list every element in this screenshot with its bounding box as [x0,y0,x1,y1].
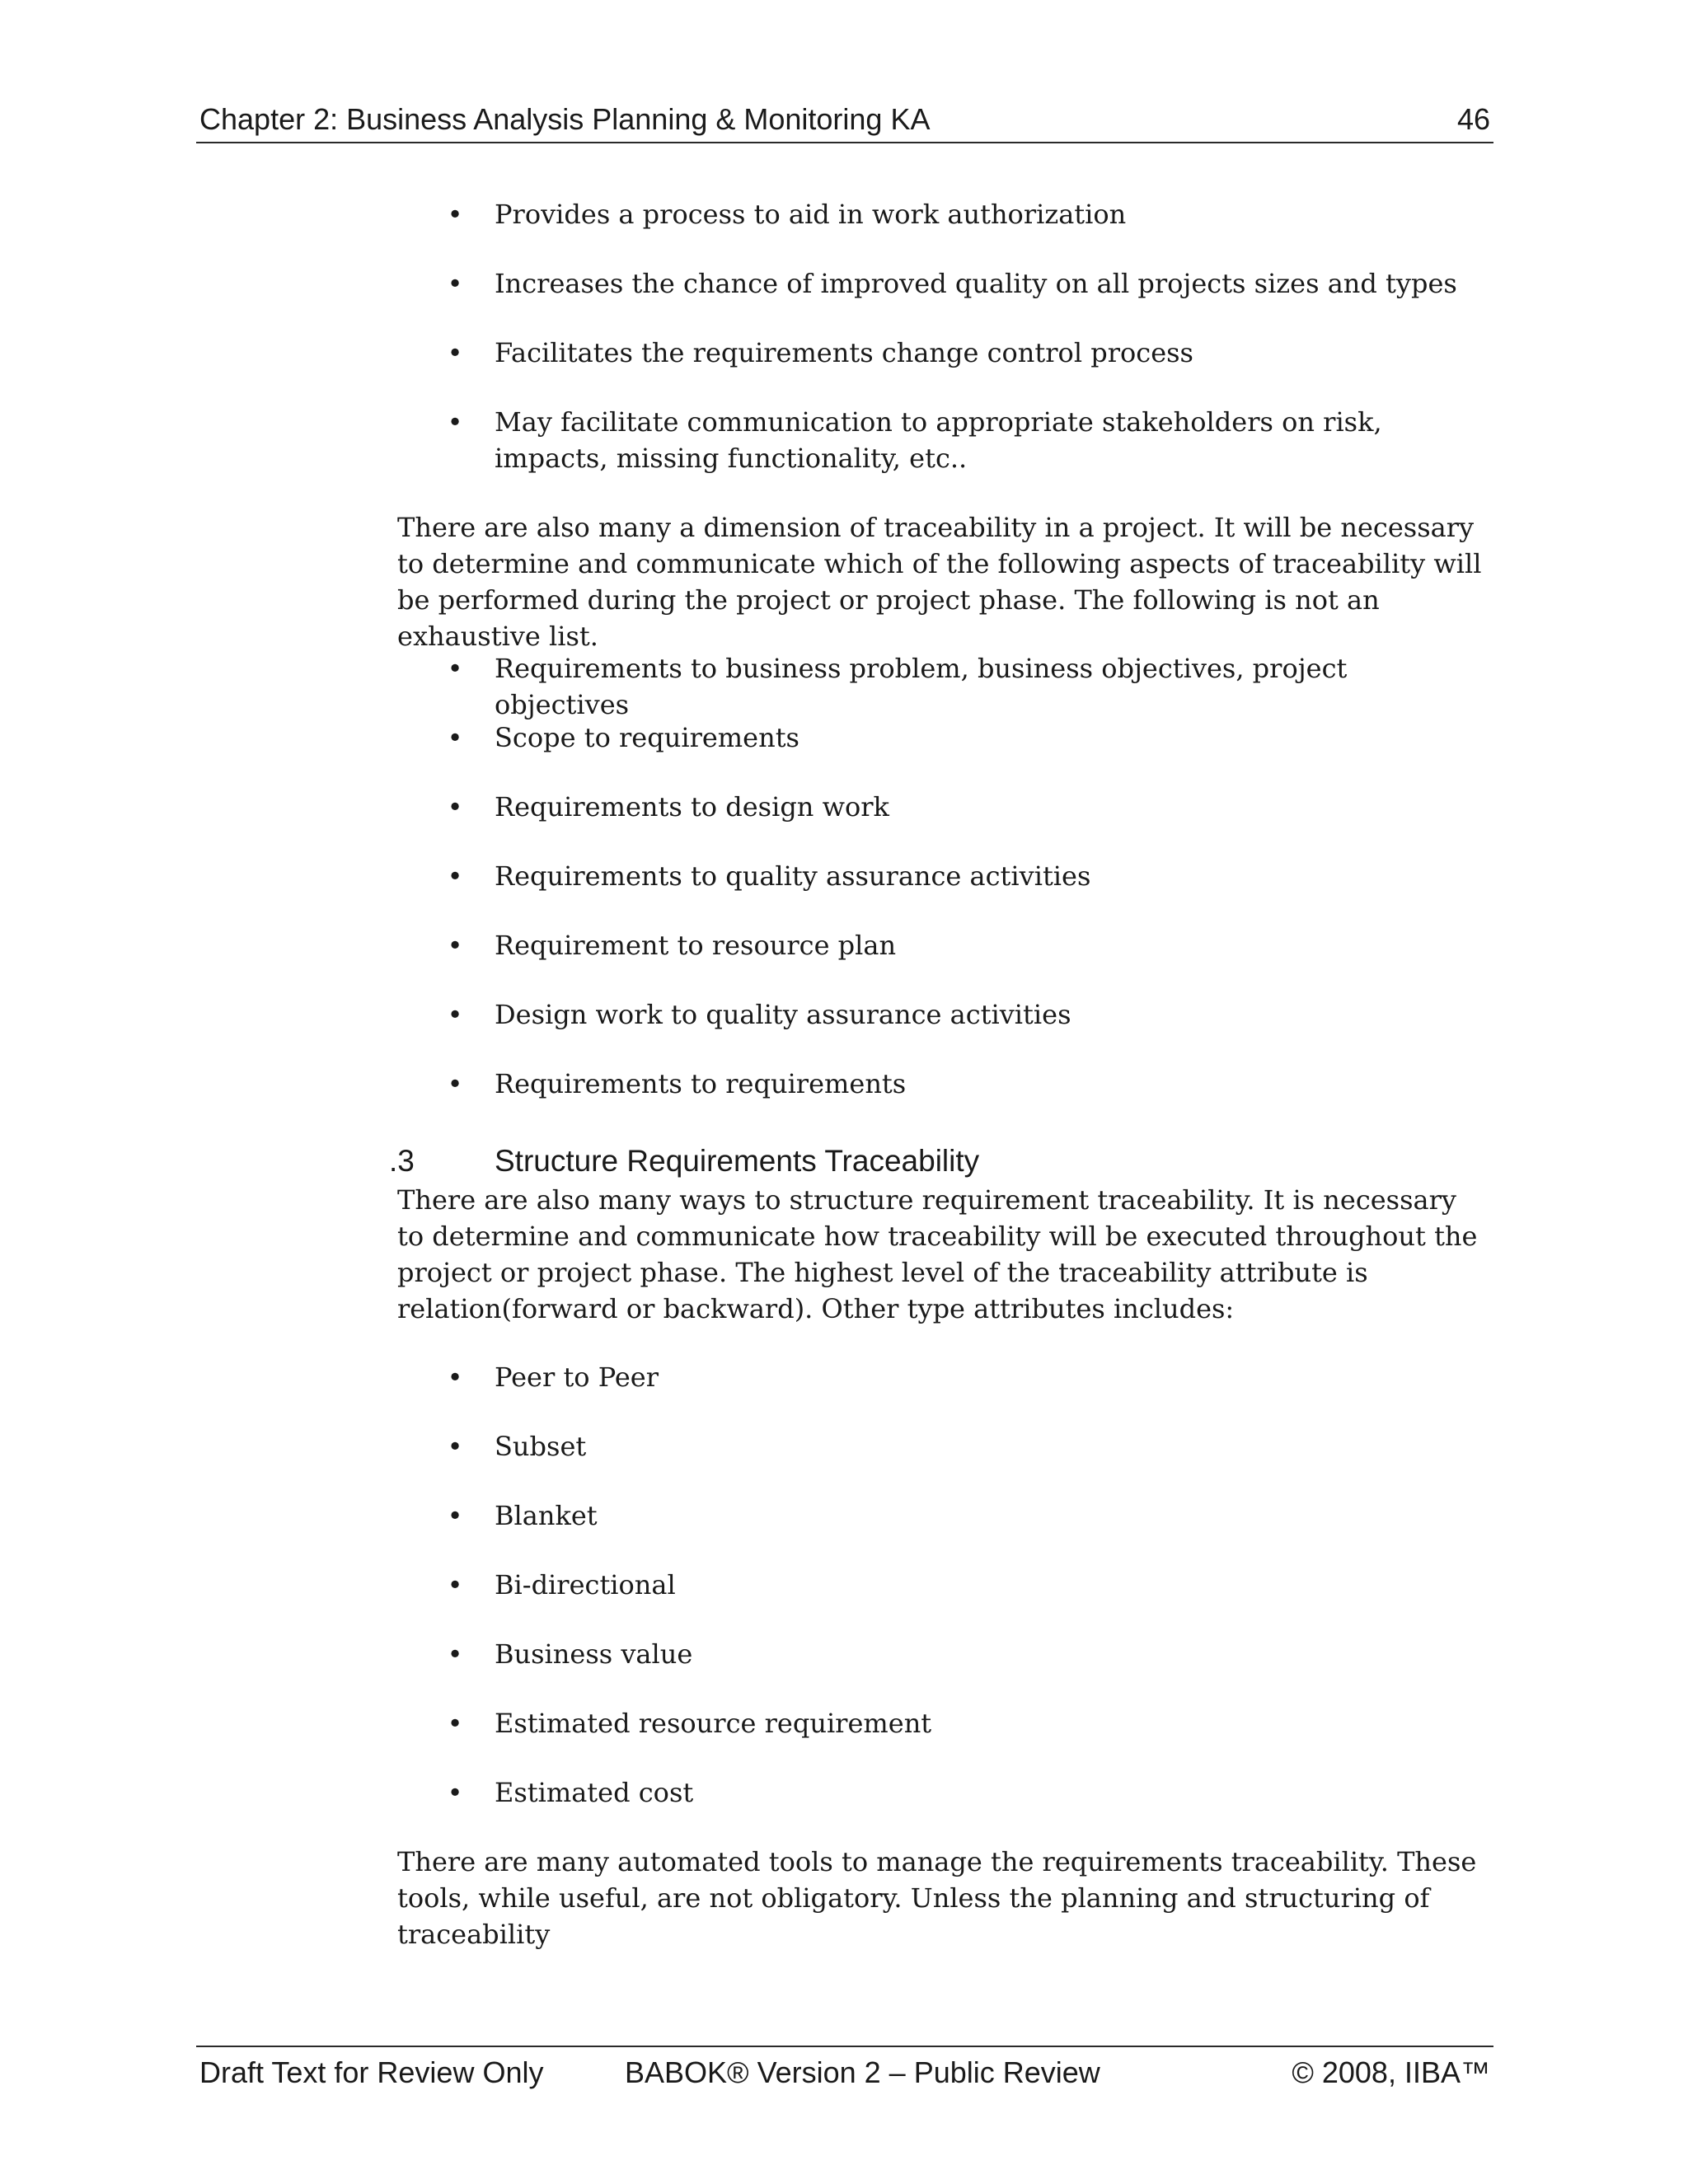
bullet-icon: • [447,1708,463,1739]
bullet-icon: • [447,1500,463,1531]
list-item [447,927,1467,963]
list-item [447,1636,1467,1672]
footer-version: BABOK® Version 2 – Public Review [625,2055,1100,2089]
list-item [447,1774,1467,1811]
bullet-icon: • [447,1777,463,1808]
bullet-icon: • [447,860,463,892]
bullet-icon: • [447,1361,463,1393]
list-item [447,1359,1467,1395]
footer-copyright: © 2008, IIBA™ [1292,2055,1490,2089]
list-item [447,1567,1467,1603]
list-item-text: Requirements to business problem, business objectives, project objectives [495,653,1348,720]
list-item-text: Design work to quality assurance activities [495,999,1071,1030]
list-item [447,265,1467,302]
list-item [447,196,1467,232]
section-number: .3 [389,1144,415,1178]
list-item-text: Requirement to resource plan [495,930,897,961]
list-item-text: Provides a process to aid in work authorization [495,199,1127,230]
list-item [447,404,1442,476]
list-item-text: Estimated resource requirement [495,1708,932,1739]
paragraph-dimensions: There are also many a dimension of traceability in a project. It will be necessary to determine and communicate which of the following aspects of traceability will be performed during the project or project phase. The following is not an exhaustive list. [397,512,1482,652]
list-item-text: Estimated cost [495,1777,694,1808]
list-item-text: Blanket [495,1500,598,1531]
paragraph-tools: There are many automated tools to manage the requirements traceability. These tools, while useful, are not obligatory. Unless the planning and structuring of traceability [397,1846,1477,1950]
list-item-text: Scope to requirements [495,722,799,753]
chapter-title: Chapter 2: Business Analysis Planning & Monitoring KA [199,102,931,136]
list-item [447,650,1467,723]
bullet-icon: • [447,406,463,438]
list-item-text: Increases the chance of improved quality on all projects sizes and types [495,268,1457,299]
list-item-text: Requirements to requirements [495,1068,907,1099]
list-item-text: Bi-directional [495,1569,676,1601]
footer-draft-notice: Draft Text for Review Only [199,2055,544,2089]
list-item [447,789,1467,825]
bullet-icon: • [447,653,463,684]
bullet-icon: • [447,268,463,299]
list-item-text: Requirements to design work [495,791,889,823]
list-item-text: Business value [495,1638,693,1670]
bullet-icon: • [447,337,463,368]
list-item [447,1497,1467,1534]
section-title: Structure Requirements Traceability [495,1144,980,1178]
bullet-icon: • [447,1638,463,1670]
page-footer [196,2046,1493,2093]
list-item [447,1066,1467,1102]
bullet-icon: • [447,930,463,961]
page-number: 46 [1456,102,1490,136]
list-item-text: Peer to Peer [495,1361,659,1393]
list-item [447,858,1467,894]
bullet-icon: • [447,722,463,753]
list-item [447,719,1467,756]
bullet-icon: • [447,199,463,230]
list-item-text: May facilitate communication to appropriate stakeholders on risk, impacts, missing functionality, etc.. [495,406,1382,474]
list-item-text: Facilitates the requirements change control process [495,337,1193,368]
list-item [447,996,1467,1033]
bullet-icon: • [447,1068,463,1099]
bullet-icon: • [447,791,463,823]
bullet-icon: • [447,999,463,1030]
list-item [447,335,1467,371]
list-item [447,1705,1467,1741]
list-item-text: Subset [495,1431,587,1462]
page-header [196,97,1493,143]
paragraph-structure: There are also many ways to structure requirement traceability. It is necessary to determine and communicate how traceability will be executed throughout the project or project phase. The highest level of the traceability attribute is relation(forward or backward). Other type attributes includes: [397,1184,1478,1324]
bullet-icon: • [447,1569,463,1601]
list-item [447,1428,1467,1465]
list-item-text: Requirements to quality assurance activities [495,860,1091,892]
bullet-icon: • [447,1431,463,1462]
